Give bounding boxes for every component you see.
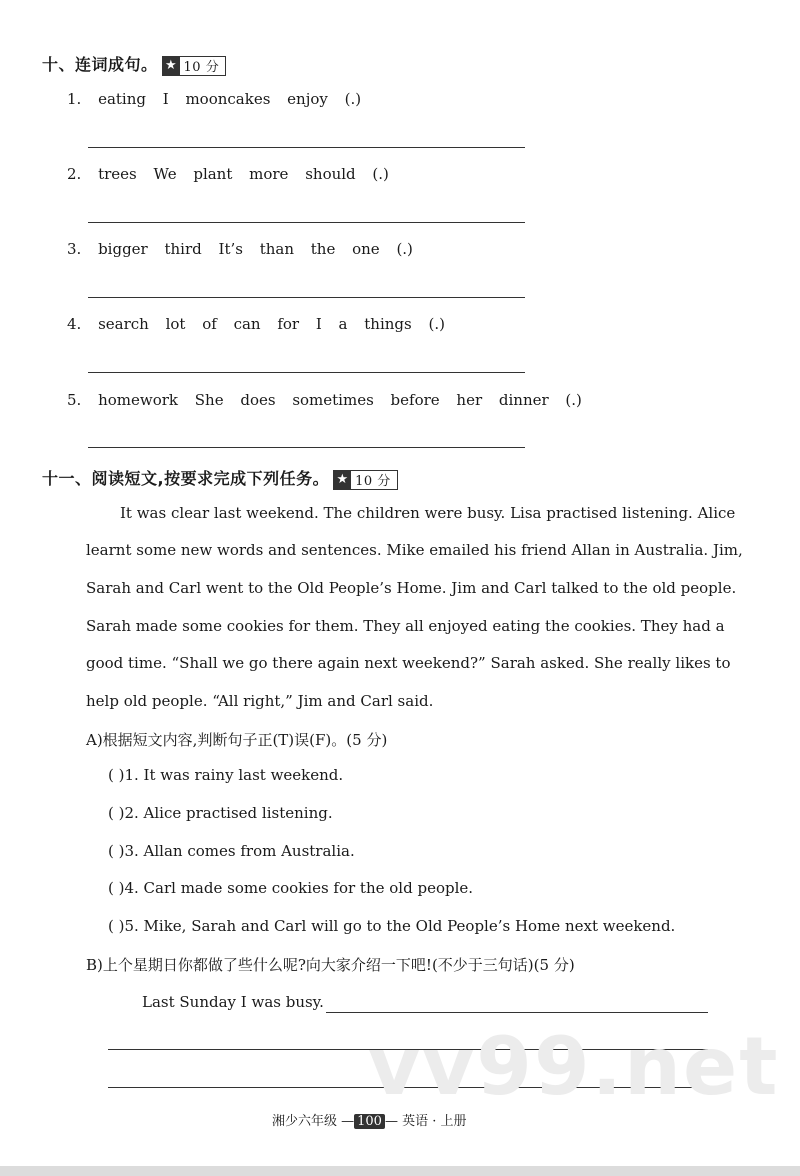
page-footer [272, 1110, 467, 1129]
partB-starter: Last Sunday I was busy. [142, 993, 324, 1011]
passage-line-1: It was clear last weekend. The children were busy. Lisa practised listening. Alice [120, 504, 736, 522]
passage-line-2: learnt some new words and sentences. Mike emailed his friend Allan in Australia. Jim, [86, 541, 743, 559]
judgement-item-4[interactable]: ( )4. Carl made some cookies for the old people. [108, 879, 474, 897]
answer-line-1[interactable] [88, 147, 525, 148]
passage-line-3: Sarah and Carl went to the Old People’s Home. Jim and Carl talked to the old people. [86, 579, 737, 597]
judgement-item-1[interactable]: ( )1. It was rainy last weekend. [108, 766, 344, 784]
judgement-item-5[interactable]: ( )5. Mike, Sarah and Carl will go to the Old People’s Home next weekend. [108, 917, 676, 935]
sentence-item-1: 1. eating I mooncakes enjoy (.) [67, 90, 362, 108]
answer-line-4[interactable] [88, 372, 525, 373]
sentence-item-4: 4. search lot of can for I a things (.) [67, 315, 445, 333]
footer-subject: — 英语 · 上册 [384, 1114, 467, 1129]
judgement-item-3[interactable]: ( )3. Allan comes from Australia. [108, 842, 355, 860]
section10-title: 十、连词成句。 [42, 55, 158, 74]
star-icon: ★ [334, 471, 351, 489]
section11-score: 10 分 [355, 474, 391, 489]
writing-line-1[interactable] [326, 1012, 708, 1013]
section10-score: 10 分 [183, 60, 220, 75]
passage-line-6: help old people. “All right,” Jim and Carl said. [86, 692, 434, 710]
section11-title: 十一、阅读短文,按要求完成下列任务。 [42, 469, 330, 488]
section10-heading [42, 52, 226, 76]
section10-score-box [162, 56, 227, 76]
answer-line-2[interactable] [88, 222, 525, 223]
page-number: 100 [354, 1114, 385, 1129]
partB-instruction: B)上个星期日你都做了些什么呢?向大家介绍一下吧!(不少于三句话)(5 分) [86, 956, 575, 974]
answer-line-5[interactable] [88, 447, 525, 448]
partA-instruction: A)根据短文内容,判断句子正(T)误(F)。(5 分) [86, 731, 388, 749]
footer-grade: 湘少六年级 — [272, 1114, 355, 1129]
watermark: vv99.net [368, 1020, 780, 1113]
sentence-item-5: 5. homework She does sometimes before her dinner (.) [67, 391, 582, 409]
page-bottom-edge [0, 1166, 800, 1176]
star-icon: ★ [163, 57, 180, 75]
judgement-item-2[interactable]: ( )2. Alice practised listening. [108, 804, 333, 822]
section11-score-box [333, 470, 398, 490]
sentence-item-3: 3. bigger third It’s than the one (.) [67, 240, 413, 258]
answer-line-3[interactable] [88, 297, 525, 298]
passage-line-5: good time. “Shall we go there again next weekend?” Sarah asked. She really likes to [86, 654, 731, 672]
passage-line-4: Sarah made some cookies for them. They all enjoyed eating the cookies. They had a [86, 617, 725, 635]
sentence-item-2: 2. trees We plant more should (.) [67, 165, 389, 183]
section11-heading [42, 466, 398, 490]
